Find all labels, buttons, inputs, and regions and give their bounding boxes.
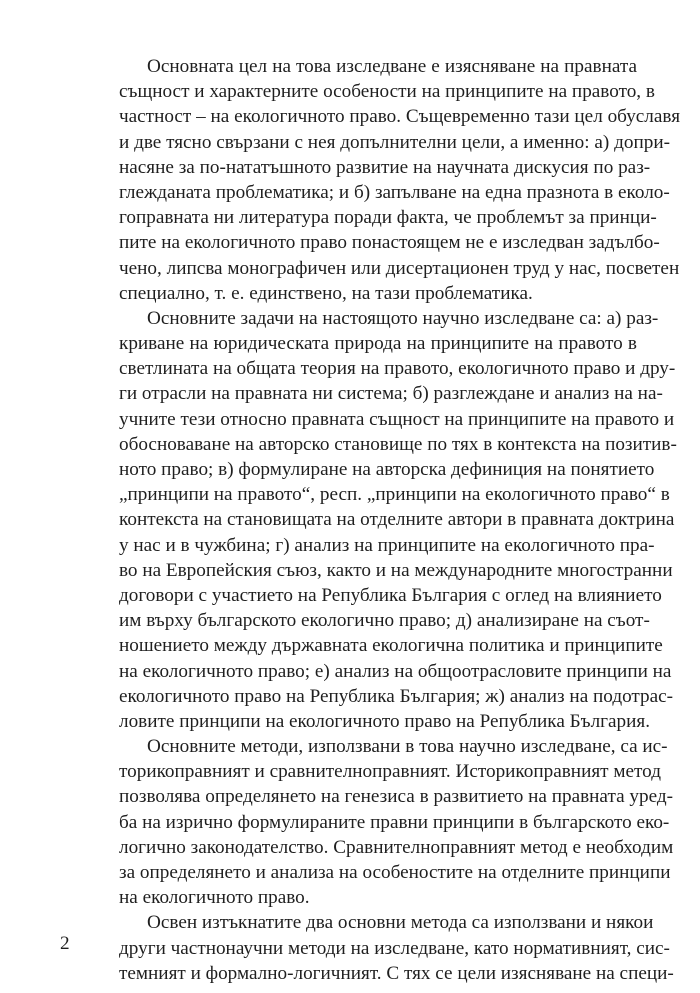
text-line: същност и характерните особености на принципите на правото, в: [119, 81, 655, 103]
text-line: светлината на общата теория на правото, екологичното право и дру-: [119, 358, 676, 380]
text-line: логично законодателство. Сравнителноправният метод е необходим: [119, 836, 674, 858]
text-line: специално, т. е. единствено, на тази проблематика.: [119, 282, 533, 304]
text-line: Основните методи, използвани в това научно изследване, са ис-: [147, 736, 668, 758]
text-line: гоправната ни литература поради факта, че проблемът за принци-: [119, 207, 657, 229]
text-line: контекста на становищата на отделните автори в правната доктрина: [119, 509, 675, 531]
text-line: обосноваване на авторско становище по тях в контекста на позитив-: [119, 433, 677, 455]
text-line: у нас и в чужбина; г) анализ на принципите на екологичното пра-: [119, 534, 655, 556]
text-line: Основните задачи на настоящото научно изследване са: а) раз-: [147, 307, 659, 329]
text-line: ба на изрично формулираните правни принципи в българското еко-: [119, 811, 670, 833]
text-line: чено, липсва монографичен или дисертационен труд у нас, посветен: [119, 257, 680, 279]
text-line: екологичното право на Република България; ж) анализ на подотрас-: [119, 685, 674, 707]
text-line: частност – на екологичното право. Същевременно тази цел обуславя: [119, 106, 681, 128]
text-line: ловите принципи на екологичното право на Република България.: [119, 710, 651, 732]
text-line: други частнонаучни методи на изследване, като нормативният, сис-: [119, 937, 670, 959]
text-line: пите на екологичното право понастоящем не е изследван задълбо-: [119, 232, 660, 254]
text-line: торикоправният и сравнителноправният. Историкоправният метод: [119, 761, 661, 783]
text-line: Основната цел на това изследване е изясняване на правната: [147, 56, 637, 77]
text-line: Освен изтъкнатите два основни метода са използвани и някои: [147, 912, 654, 934]
text-line: во на Европейския съюз, както и на международните многостранни: [119, 559, 673, 581]
text-line: криване на юридическата природа на принципите на правото в: [119, 333, 637, 355]
text-line: темният и формално-логичният. С тях се цели изясняване на специ-: [119, 962, 674, 984]
text-line: договори с участието на Република България с оглед на влиянието: [119, 584, 662, 606]
text-line: ношението между държавната екологична политика и принципите: [119, 635, 663, 657]
text-line: ното право; в) формулиране на авторска дефиниция на понятието: [119, 459, 655, 480]
text-line: на екологичното право; е) анализ на общоотрасловите принципи на: [119, 660, 672, 682]
text-line: и две тясно свързани с нея допълнителни цели, а именно: а) допри-: [119, 131, 670, 153]
page-number: 2: [60, 933, 70, 954]
body-text: [119, 54, 681, 986]
text-line: глежданата проблематика; и б) запълване на една празнота в еколо-: [119, 181, 670, 203]
text-line: на екологичното право.: [119, 887, 310, 909]
text-line: учните тези относно правната същност на принципите на правото и: [119, 408, 675, 430]
text-line: ги отрасли на правната ни система; б) разглеждане и анализ на на-: [119, 383, 663, 405]
text-line: позволява определянето на генезиса в развитието на правната уред-: [119, 786, 673, 808]
text-line: им върху българското екологично право; д) анализиране на съот-: [119, 610, 650, 632]
text-line: за определянето и анализа на особеностите на отделните принципи: [119, 862, 671, 883]
text-line: „принципи на правото“, респ. „принципи на екологичното право“ в: [119, 484, 670, 506]
text-line: насяне за по-нататъшното развитие на научната дискусия по раз-: [119, 156, 651, 178]
